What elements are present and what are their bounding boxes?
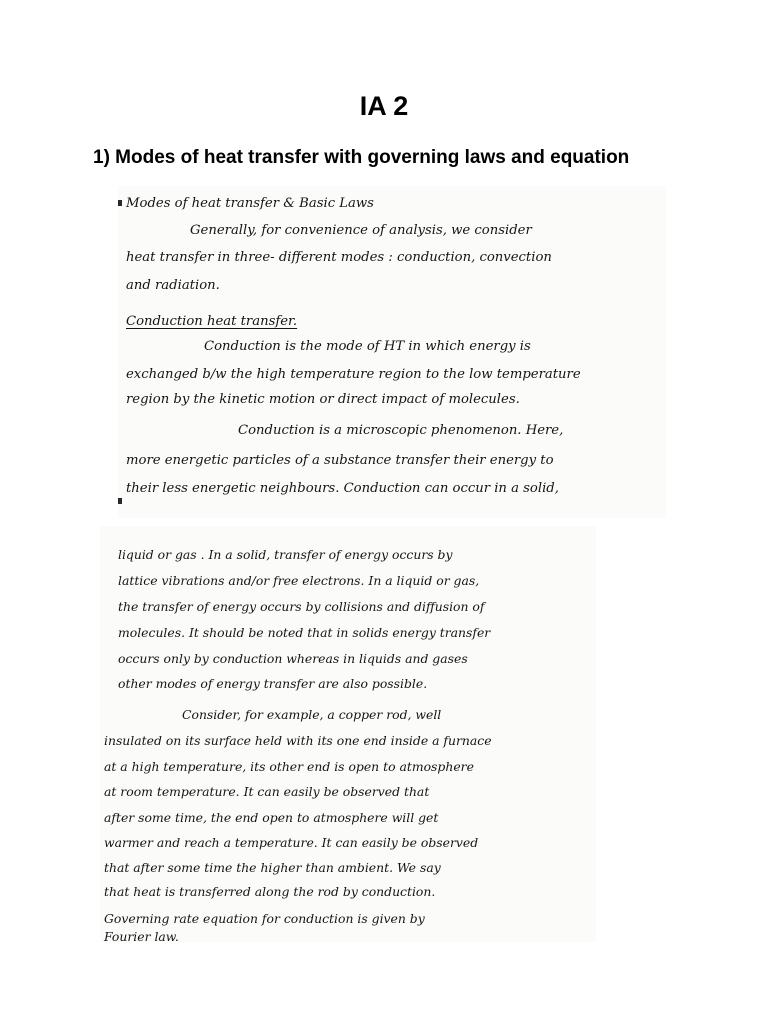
handwritten-line: Modes of heat transfer & Basic Laws [126,196,374,211]
handwritten-line: Generally, for convenience of analysis, we consider [190,223,532,238]
handwritten-line: at a high temperature, its other end is open to atmosphere [104,759,474,774]
handwritten-line: lattice vibrations and/or free electrons. In a liquid or gas, [118,573,480,588]
handwritten-line: their less energetic neighbours. Conduction can occur in a solid, [126,481,559,496]
handwritten-line: exchanged b/w the high temperature region to the low temperature [126,367,581,382]
handwritten-line: and radiation. [126,278,220,293]
handwritten-line: insulated on its surface held with its one end inside a furnace [104,733,492,748]
margin-mark [118,200,122,206]
handwritten-line: at room temperature. It can easily be observed that [104,784,430,799]
handwritten-line: occurs only by conduction whereas in liquids and gases [118,651,468,666]
handwritten-line: that after some time the higher than ambient. We say [104,860,441,875]
handwritten-line: Conduction is the mode of HT in which energy is [204,339,531,354]
handwritten-line: that heat is transferred along the rod by conduction. [104,884,436,899]
handwritten-line: more energetic particles of a substance transfer their energy to [126,453,554,468]
handwritten-line: liquid or gas . In a solid, transfer of energy occurs by [118,547,453,562]
page-title: IA 2 [359,91,409,121]
handwritten-line: after some time, the end open to atmosphere will get [104,810,439,825]
handwritten-line: the transfer of energy occurs by collisions and diffusion of [118,599,485,614]
margin-mark [118,498,122,504]
handwritten-line: region by the kinetic motion or direct impact of molecules. [126,392,520,407]
handwritten-line: Consider, for example, a copper rod, well [182,707,442,722]
handwritten-line: other modes of energy transfer are also possible. [118,676,428,691]
handwritten-line: Fourier law. [104,929,179,942]
handwritten-line: Conduction heat transfer. [126,314,298,329]
handwritten-notes-image-top [118,186,666,518]
question-heading: 1) Modes of heat transfer with governing laws and equation [93,147,630,168]
handwritten-line: Governing rate equation for conduction is given by [104,911,425,926]
handwritten-line: molecules. It should be noted that in solids energy transfer [118,625,491,640]
handwritten-line: warmer and reach a temperature. It can easily be observed [104,835,479,850]
handwritten-notes-image-bottom [100,526,596,942]
handwritten-line: heat transfer in three- different modes : conduction, convection [126,250,552,265]
handwritten-line: Conduction is a microscopic phenomenon. Here, [238,423,564,438]
